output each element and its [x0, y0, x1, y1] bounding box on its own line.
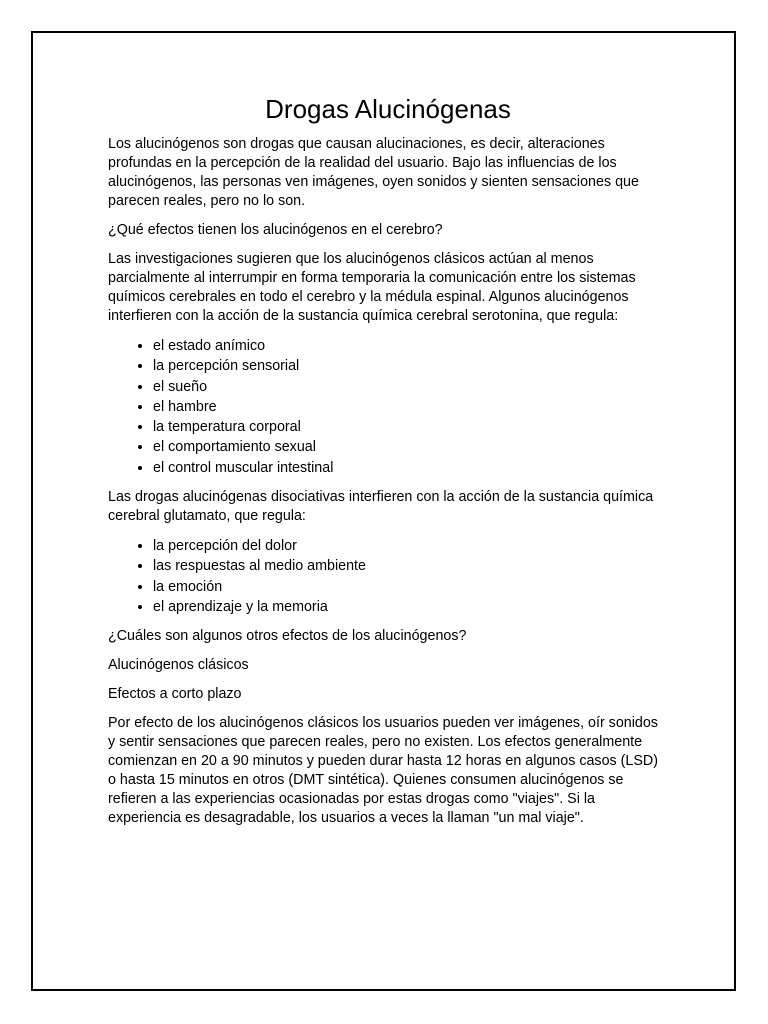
question-other-heading: ¿Cuáles son algunos otros efectos de los alucinógenos?: [108, 628, 467, 645]
document-content: [108, 93, 668, 838]
short-term-paragraph: Por efecto de los alucinógenos clásicos los usuarios pueden ver imágenes, oír sonidos y sentir sensaciones que parecen reales, pero no existen. Los efectos generalmente comienzan en 20 a 90 minutos y pueden durar hasta 12 horas en algunos casos (LSD) o hasta 15 minutos en otros (DMT sintética). Quienes consumen alucinógenos se refieren a las experiencias ocasionadas por estas drogas como "viajes". Si la experiencia es desagradable, los usuarios a veces la llaman "un mal viaje".: [108, 715, 658, 827]
glutamate-list: [108, 536, 668, 617]
question-brain-heading: ¿Qué efectos tienen los alucinógenos en el cerebro?: [108, 222, 443, 238]
list-item: • el hambre: [153, 397, 668, 417]
list-item: • el estado anímico: [153, 336, 668, 356]
serotonin-list: [108, 336, 668, 478]
intro-paragraph: Los alucinógenos son drogas que causan alucinaciones, es decir, alteraciones profundas en la percepción de la realidad del usuario. Bajo las influencias de los alucinógenos, las personas ven imágenes, oyen sonidos y sienten sensaciones que parecen reales, pero no lo son.: [108, 136, 639, 209]
list-item: • el aprendizaje y la memoria: [153, 597, 668, 617]
list-item: • las respuestas al medio ambiente: [153, 556, 668, 576]
list-item: • la emoción: [153, 577, 668, 597]
list-item: • la temperatura corporal: [153, 417, 668, 437]
short-term-heading: Efectos a corto plazo: [108, 686, 242, 703]
dissociative-paragraph: Las drogas alucinógenas disociativas interfieren con la acción de la sustancia química cerebral glutamato, que regula:: [108, 489, 654, 525]
list-item: • el comportamiento sexual: [153, 437, 668, 457]
list-item: • la percepción sensorial: [153, 356, 668, 376]
classic-heading: Alucinógenos clásicos: [108, 657, 249, 674]
list-item: • el control muscular intestinal: [153, 458, 668, 478]
document-page: [31, 31, 736, 991]
list-item: • la percepción del dolor: [153, 536, 668, 556]
list-item: • el sueño: [153, 377, 668, 397]
research-paragraph: Las investigaciones sugieren que los alucinógenos clásicos actúan al menos parcialmente al interrumpir en forma temporaria la comunicación entre los sistemas químicos cerebrales en todo el cerebro y la médula espinal. Algunos alucinógenos interfieren con la acción de la sustancia química cerebral serotonina, que regula:: [108, 251, 636, 324]
page-title: Drogas Alucinógenas: [265, 94, 511, 124]
